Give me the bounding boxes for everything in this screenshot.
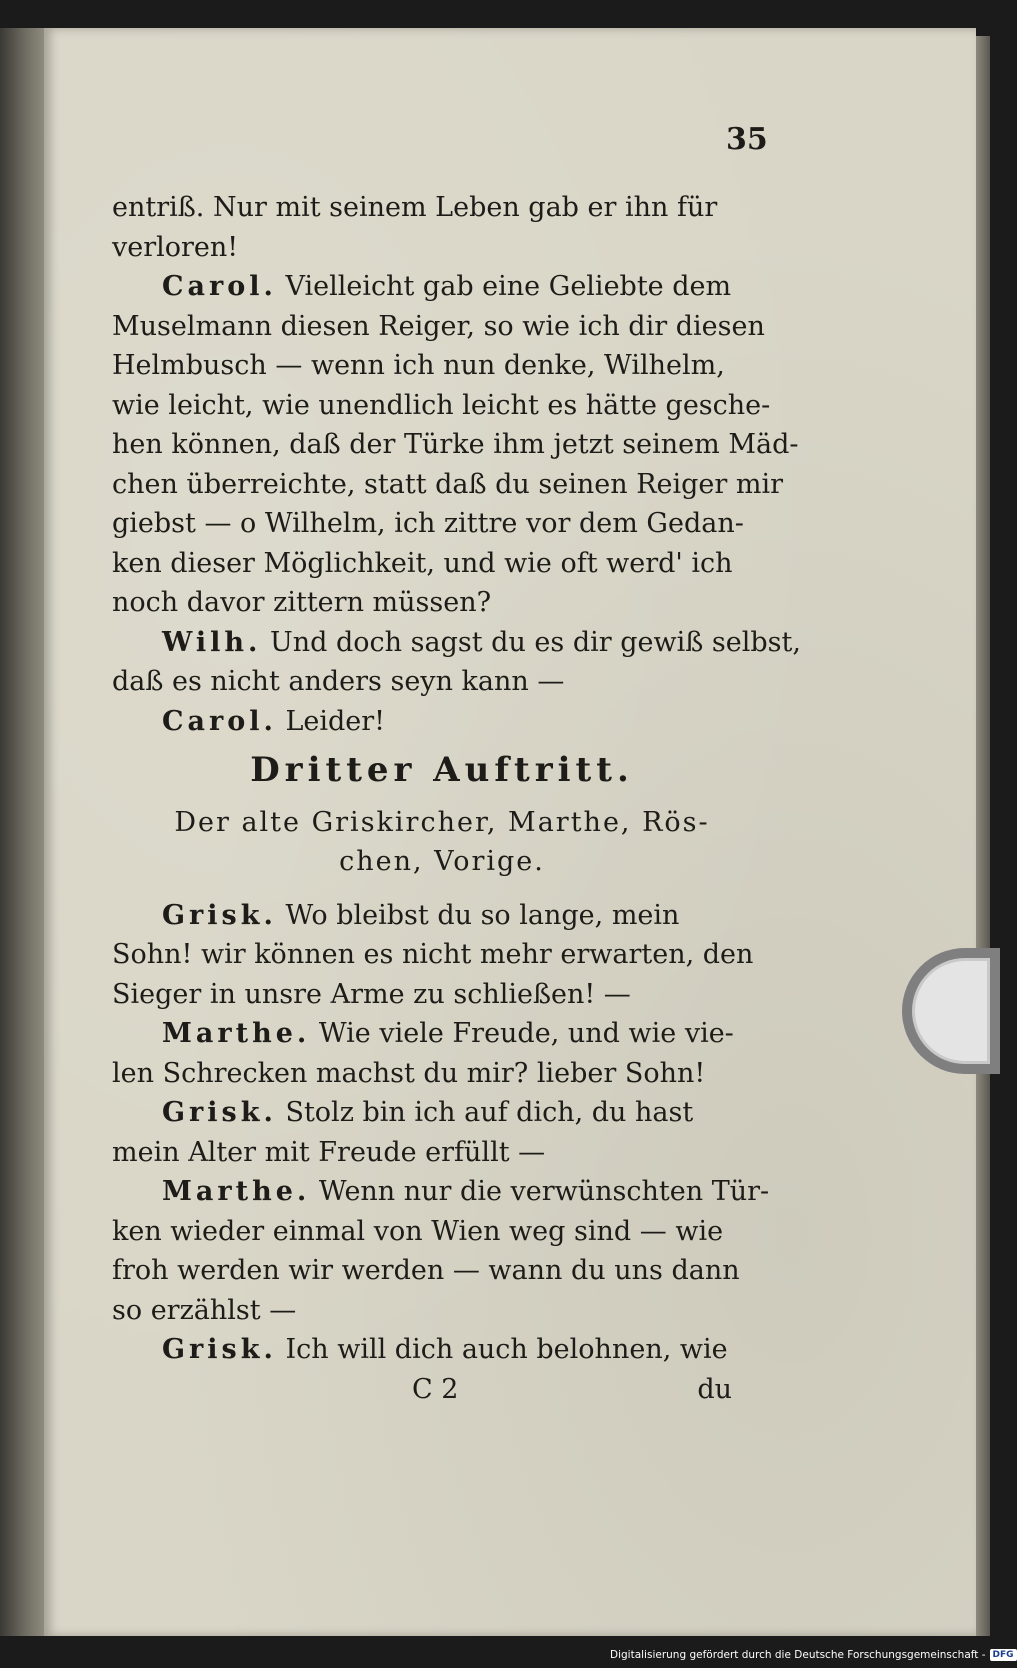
dialogue-line [112,267,772,307]
dialogue-line [112,623,801,663]
page-edge [976,36,990,1636]
digitization-credit [610,1646,1017,1664]
stage-direction: chen, Vorige. [339,846,545,877]
text-line: Muselmann diesen Reiger, so wie ich dir diesen [112,310,765,342]
text-line: giebst — o Wilhelm, ich zittre vor dem Gedan- [112,508,744,539]
page-number: 35 [726,122,768,157]
speaker-name: Carol. [162,705,277,737]
page-text [112,188,801,1410]
text-line: mein Alter mit Freude erfüllt — [112,1136,546,1168]
dialogue-line [112,896,772,936]
dialogue-line [112,1014,772,1054]
speech-text: Stolz bin ich auf dich, du hast [285,1097,694,1128]
text-line: froh werden wir werden — wann du uns dann [112,1255,740,1286]
speaker-name: Marthe. [162,1176,311,1207]
speaker-name: Grisk. [162,1097,277,1128]
text-line: hen können, daß der Türke ihm jetzt seinem Mäd- [112,429,799,460]
page-footer [112,1370,772,1410]
dialogue-line [112,702,772,742]
text-line: noch davor zittern müssen? [112,587,492,618]
signature-mark: C 2 [412,1373,459,1405]
text-line: Helmbusch — wenn ich nun denke, Wilhelm, [112,350,725,381]
text-line: chen überreichte, statt daß du seinen Reiger mir [112,468,784,500]
speech-text: Vielleicht gab eine Geliebte dem [285,271,732,302]
speaker-name: Grisk. [162,1334,277,1365]
text-line: ken wieder einmal von Wien weg sind — wie [112,1215,724,1247]
spacer [112,882,772,896]
dialogue-line [112,1330,772,1370]
speech-text: Wenn nur die verwünschten Tür- [318,1176,770,1207]
stage-direction: Der alte Griskircher, Marthe, Rös- [174,806,710,838]
speaker-name: Grisk. [162,899,277,931]
speech-text: Leider! [285,705,386,737]
speaker-name: Marthe. [162,1018,311,1049]
text-line: verloren! [112,231,239,263]
catchword: du [697,1373,732,1405]
speech-text: Ich will dich auch belohnen, wie [285,1334,728,1365]
scene-heading: Dritter Auftritt. [250,750,634,790]
text-line: wie leicht, wie unendlich leicht es hätte gesche- [112,389,771,421]
text-line: Sohn! wir können es nicht mehr erwarten, den [112,939,754,970]
speech-text: Wie viele Freude, und wie vie- [318,1018,734,1049]
text-line: entriß. Nur mit seinem Leben gab er ihn für [112,192,718,223]
credit-text: Digitalisierung gefördert durch die Deutsche Forschungsgemeinschaft - [610,1649,986,1661]
dialogue-line [112,1172,772,1212]
text-line: ken dieser Möglichkeit, und wie oft werd' ich [112,547,733,579]
text-line: len Schrecken machst du mir? lieber Sohn! [112,1057,706,1089]
book-spine [0,28,44,1636]
text-line: Sieger in unsre Arme zu schließen! — [112,978,631,1010]
text-line: daß es nicht anders seyn kann — [112,666,565,697]
text-line: so erzählst — [112,1294,297,1326]
dfg-logo: DFG [990,1649,1017,1661]
dialogue-line [112,1093,772,1133]
speaker-name: Wilh. [162,626,262,658]
speaker-name: Carol. [162,271,277,302]
speech-text: Wo bleibst du so lange, mein [285,899,680,931]
speech-text: Und doch sagst du es dir gewiß selbst, [270,626,801,658]
